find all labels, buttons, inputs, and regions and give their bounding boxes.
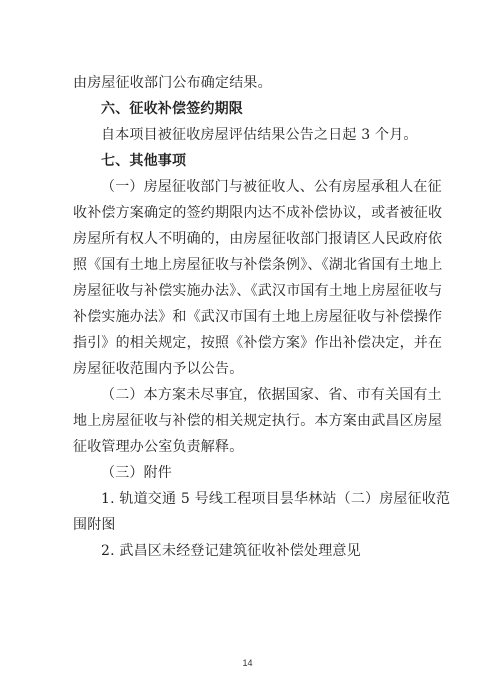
document-body bbox=[73, 70, 451, 564]
attachment-item-1-line-2: 围附图 bbox=[73, 517, 116, 533]
paragraph-one-line-8: 房屋征收范围内予以公告。 bbox=[73, 361, 244, 377]
paragraph-one-line-5: 房屋征收与补偿实施办法》、《武汉市国有土地上房屋征收与 bbox=[73, 283, 443, 299]
paragraph-one-line-2: 收补偿方案确定的签约期限内达不成补偿协议，或者被征收 bbox=[73, 205, 443, 221]
paragraph-one-line-3: 房屋所有权人不明确的，由房屋征收部门报请区人民政府依 bbox=[73, 231, 443, 247]
page-number: 14 bbox=[242, 658, 253, 668]
paragraph-one-line-1: （一）房屋征收部门与被征收人、公有房屋承租人在征 bbox=[101, 179, 442, 195]
attachments-heading: （三）附件 bbox=[101, 465, 172, 481]
section-heading-other-matters: 七、其他事项 bbox=[101, 153, 187, 169]
paragraph-one-line-4: 照《国有土地上房屋征收与补偿条例》、《湖北省国有土地上 bbox=[73, 257, 443, 273]
attachment-item-2: 2. 武昌区未经登记建筑征收补偿处理意见 bbox=[101, 543, 361, 559]
signing-period-text: 自本项目被征收房屋评估结果公告之日起 3 个月。 bbox=[101, 127, 418, 143]
paragraph-two-line-1: （二）本方案未尽事宜，依据国家、省、市有关国有土 bbox=[101, 387, 442, 403]
paragraph-one-line-7: 指引》的相关规定，按照《补偿方案》作出补偿决定，并在 bbox=[73, 335, 443, 351]
paragraph-line-result: 由房屋征收部门公布确定结果。 bbox=[73, 75, 272, 91]
attachment-item-1-line-1: 1. 轨道交通 5 号线工程项目昙华林站（二）房屋征收范 bbox=[101, 491, 451, 507]
paragraph-one-line-6: 补偿实施办法》和《武汉市国有土地上房屋征收与补偿操作 bbox=[73, 309, 443, 325]
paragraph-two-line-2: 地上房屋征收与补偿的相关规定执行。本方案由武昌区房屋 bbox=[73, 413, 443, 429]
paragraph-two-line-3: 征收管理办公室负责解释。 bbox=[73, 439, 244, 455]
section-heading-signing-period: 六、征收补偿签约期限 bbox=[101, 101, 243, 117]
